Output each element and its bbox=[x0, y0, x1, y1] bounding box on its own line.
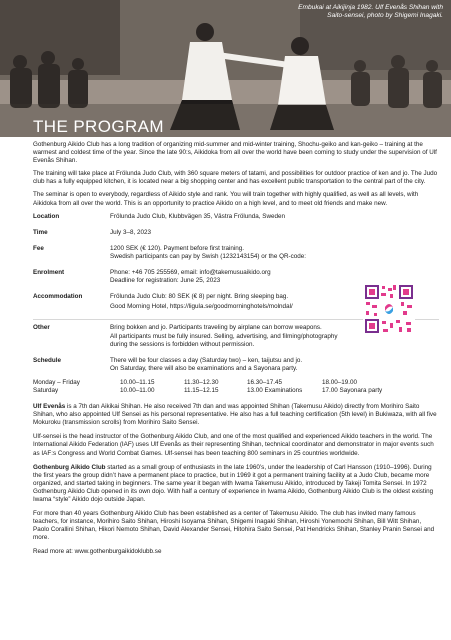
program-content bbox=[33, 141, 439, 563]
other-line: during the sessions is forbidden without permission. bbox=[110, 340, 255, 348]
schedule-row bbox=[33, 387, 439, 395]
club-text: started as a small group of enthusiasts in the late 1960’s, under the leadership of Carl Hansson (1910–1996). During the first years the group didn’t have a permanent place to practice, but in 1969 it got a permanent training facility at a Judo Club, became more organized, and started taking in beginners. The same year it began with Iwama Takemusu Aikido, introduced by Takeji Tomita Sensei. In 1972 Gothenburg Aikido Club opened in its own dojo. With half a century of experience in Iwama Aikido, Gothenburg Aikido Club is the oldest existing Iwama “style” Aikido dojo outside Japan. bbox=[33, 463, 434, 503]
info-label: Location bbox=[33, 212, 60, 220]
info-row-time bbox=[33, 229, 439, 245]
swish-qr-code[interactable] bbox=[363, 283, 415, 335]
info-row-location bbox=[33, 213, 439, 229]
schedule-slot: 18.00–19.00 bbox=[322, 378, 358, 386]
schedule-day: Monday – Friday bbox=[33, 378, 80, 386]
enrolment-line: Phone: +46 705 255569, email: info@takemusuaikido.org bbox=[110, 269, 271, 277]
schedule-slot: 17.00 Sayonara party bbox=[322, 386, 383, 394]
club-teachers-paragraph: For more than 40 years Gothenburg Aikido Club has been established as a center of Takemusu Aikido. The club has invited many famous teachers, for instance, Morihiro Saito Shihan, Hiroshi Isoyama Shihan, Shigemi Inagaki Shihan, Hiroshi Yonemochi Shihan, Bill Witt Shihan, Paolo Corallini Shihan, Hikori Nemoto Shihan, David Alexander Sensei, Hitohira Saito Sensei, Pat Hendricks Shihan, Stanley Pranin Sensei and more. bbox=[33, 510, 435, 542]
other-line: Bring bokken and jo. Participants traveling by airplane can borrow weapons. bbox=[110, 324, 322, 332]
info-value bbox=[110, 245, 439, 269]
info-value: July 3–8, 2023 bbox=[110, 228, 151, 236]
intro-paragraph: Gothenburg Aikido Club has a long tradition of organizing mid-summer and mid-winter training, Shochu-geiko and kan-geiko – training at the warmest and coldest time of the year. Since the late 90:s, Aikidoka from all over the world have been coming to study under the supervision of Ulf Evenås Shihan. bbox=[33, 141, 437, 165]
info-value: Frölunda Judo Club, Klubbvägen 35, Västra Frölunda, Sweden bbox=[110, 212, 286, 220]
bio-sensei-paragraph: Ulf-sensei is the head instructor of the Gothenburg Aikido Club, and one of the most qualified and experienced Aikido teachers in the world. The International Aikido Federation (IAF) uses Ulf Evenås as their representing Shihan, technical coordinator and demonstrator in major events such as IAF:s Congress and World Combat Games. Ulf-sensei has been teaching 800 seminars in 25 countries worldwide. bbox=[33, 433, 434, 457]
club-name: Gothenburg Aikido Club bbox=[33, 463, 106, 471]
info-label: Schedule bbox=[33, 356, 61, 364]
info-value bbox=[110, 357, 439, 377]
bio-text: is a 7th dan Aikikai Shihan. He also received 7th dan and was appointed Shihan (Takemusu Aikido) directly from Morihiro Saito Shihan, who also appointed Ulf Sensei as his personal representative. He also has a full teaching certification (5th level) in Bukiwaza, with all five Mokuroku (transmission scrolls) from Morihiro Saito Sensei. bbox=[33, 403, 437, 427]
schedule-line: On Saturday, there will also be examinations and a Sayonara party. bbox=[110, 364, 298, 372]
bio-name: Ulf Evenås bbox=[33, 403, 66, 411]
info-row-fee bbox=[33, 245, 439, 269]
info-label: Fee bbox=[33, 244, 44, 252]
hero-caption: Embukai at Aikijinja 1982. Ulf Evenås Shihan with Saito-sensei, photo by Shigemi Inagaki. bbox=[298, 4, 443, 19]
schedule-line: There will be four classes a day (Saturday two) – ken, taijutsu and jo. bbox=[110, 356, 303, 364]
intro-paragraph: The training will take place at Frölunda Judo Club, with 360 square meters of tatami, and possibilities for outdoor practice of ken and jo. The Judo club has a fully equipped kitchen, it is located near a big shopping center and has excellent public transportation to the central part of the city. bbox=[33, 170, 438, 186]
other-line: All participants must be fully insured. Selling, advertising, and filming/photography bbox=[110, 332, 338, 340]
schedule-day: Saturday bbox=[33, 386, 59, 394]
schedule-row bbox=[33, 379, 439, 387]
fee-line: Swedish participants can pay by Swish (1232143154) or the QR-code: bbox=[110, 252, 307, 260]
enrolment-line: Deadline for registration: June 25, 2023 bbox=[110, 277, 221, 285]
fee-line: 1200 SEK (€ 120). Payment before first training. bbox=[110, 244, 245, 252]
schedule-table bbox=[33, 379, 439, 395]
schedule-slot: 16.30–17.45 bbox=[247, 378, 283, 386]
page-title: THE PROGRAM bbox=[33, 117, 164, 136]
info-label: Accommodation bbox=[33, 293, 83, 301]
info-label: Enrolment bbox=[33, 269, 65, 277]
info-label: Time bbox=[33, 228, 48, 236]
schedule-slot: 11.30–12.30 bbox=[184, 378, 219, 386]
schedule-slot: 13.00 Examinations bbox=[247, 386, 303, 394]
accommodation-line: Frölunda Judo Club: 80 SEK (€ 8) per night. Bring sleeping bag. bbox=[110, 293, 289, 301]
bio-ulf-paragraph bbox=[33, 403, 439, 427]
schedule-slot: 10.00–11.15 bbox=[120, 378, 155, 386]
read-more-link[interactable]: Read more at: www.gothenburgaikidoklubb.se bbox=[33, 548, 162, 556]
schedule-slot: 10.00–11.00 bbox=[120, 386, 155, 394]
club-history-paragraph bbox=[33, 464, 439, 504]
info-label: Other bbox=[33, 320, 110, 357]
hero-photo bbox=[0, 0, 451, 137]
info-row-schedule bbox=[33, 357, 439, 377]
accommodation-line: Good Morning Hotel, https://ligula.se/goodmorninghotels/molndal/ bbox=[110, 303, 293, 311]
schedule-slot: 11.15–12.15 bbox=[184, 386, 219, 394]
intro-paragraph: The seminar is open to everybody, regardless of Aikido style and rank. You will train together with highly qualified, as well as all levels, with Aikidoka from all over the world. This is an opportunity to practice Aikido on a high level, and to meet old friends and make new. bbox=[33, 191, 419, 207]
